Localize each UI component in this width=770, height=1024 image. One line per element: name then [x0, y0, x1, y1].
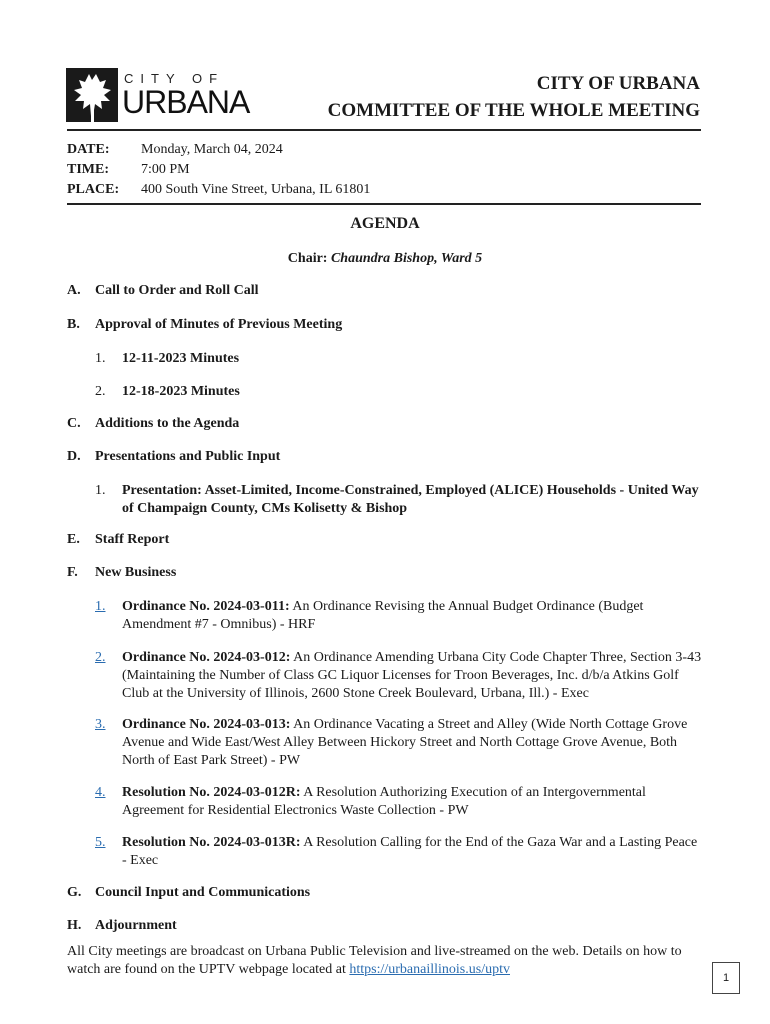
chair-line — [0, 251, 770, 267]
meta-divider — [67, 203, 701, 205]
section-letter: C. — [67, 416, 81, 431]
item-number-link[interactable]: 1. — [95, 599, 106, 614]
logo-city-of-text: CITY OF — [124, 71, 225, 86]
item-number-link[interactable]: 4. — [95, 785, 106, 800]
title-line-2: COMMITTEE OF THE WHOLE MEETING — [327, 100, 700, 121]
item-heading: Resolution No. 2024-03-013R: — [122, 835, 301, 850]
item-text: Presentation: Asset-Limited, Income-Constrained, Employed (ALICE) Households - United Way of Champaign County, CMs Kolisetty & Bishop — [122, 483, 699, 516]
item-description: An Ordinance Revising the Annual Budget Ordinance (Budget Amendment #7 - Omnibus) - HRF — [122, 599, 644, 632]
item-number-link[interactable]: 2. — [95, 650, 106, 665]
item-heading: Ordinance No. 2024-03-011: — [122, 599, 290, 614]
section-title: Presentations and Public Input — [95, 449, 281, 464]
meeting-details — [67, 140, 370, 200]
list-item — [95, 784, 705, 820]
list-item — [95, 649, 705, 703]
page-number: 1 — [712, 962, 740, 994]
logo-urbana-text: URBANA — [122, 84, 250, 120]
section-d — [67, 449, 280, 465]
item-number: 2. — [95, 384, 106, 399]
section-c — [67, 416, 239, 432]
place-row — [67, 180, 370, 200]
list-item — [95, 834, 705, 870]
time-label: TIME: — [67, 162, 109, 177]
place-label: PLACE: — [67, 182, 120, 197]
item-description: An Ordinance Vacating a Street and Alley (Wide North Cottage Grove Avenue and Wide East/West Alley Between Hickory Street and North Cottage Grove Avenue, Both North of East Park Street) - PW — [122, 717, 688, 768]
section-title: Approval of Minutes of Previous Meeting — [95, 317, 343, 332]
section-f — [67, 565, 176, 581]
section-letter: F. — [67, 565, 78, 580]
chair-label: Chair: — [287, 251, 328, 266]
broadcast-note-text: All City meetings are broadcast on Urbana Public Television and live-streamed on the web. Details on how to watch are found on the UPTV webpage located at — [67, 944, 682, 977]
section-title: Call to Order and Roll Call — [95, 283, 259, 298]
item-text: 12-11-2023 Minutes — [122, 351, 240, 366]
section-letter: G. — [67, 885, 82, 900]
section-a — [67, 283, 258, 299]
section-g — [67, 885, 310, 901]
chair-name: Chaundra Bishop, Ward 5 — [330, 251, 483, 266]
section-b — [67, 317, 342, 333]
header-divider — [67, 129, 701, 131]
date-value: Monday, March 04, 2024 — [141, 142, 283, 157]
list-item — [95, 716, 705, 770]
item-number-link[interactable]: 5. — [95, 835, 106, 850]
broadcast-note — [67, 943, 707, 979]
page-title — [328, 70, 700, 124]
section-title: Council Input and Communications — [95, 885, 311, 900]
title-line-1: CITY OF URBANA — [536, 73, 700, 94]
item-number-link[interactable]: 3. — [95, 717, 106, 732]
item-text — [122, 784, 705, 820]
date-row — [67, 140, 370, 160]
item-heading: Ordinance No. 2024-03-012: — [122, 650, 291, 665]
item-description: A Resolution Authorizing Execution of an Intergovernmental Agreement for Residential Electronics Waste Collection - PW — [122, 785, 646, 818]
section-title: Staff Report — [95, 532, 170, 547]
section-title: Additions to the Agenda — [95, 416, 240, 431]
time-value: 7:00 PM — [141, 162, 190, 177]
agenda-heading: AGENDA — [350, 215, 420, 232]
list-item — [95, 383, 705, 401]
item-heading: Ordinance No. 2024-03-013: — [122, 717, 291, 732]
section-letter: E. — [67, 532, 80, 547]
item-description: An Ordinance Amending Urbana City Code Chapter Three, Section 3-43 (Maintaining the Number of Class GC Liquor Licenses for Troon Beverages, Inc. d/b/a Atkins Golf Club at the University of Illinois, 2600 Stone Creek Boulevard, Urbana, Ill.) - Exec — [122, 650, 702, 701]
section-letter: H. — [67, 918, 82, 933]
section-letter: D. — [67, 449, 81, 464]
item-text — [122, 649, 705, 703]
item-text: 12-18-2023 Minutes — [122, 384, 240, 399]
section-letter: A. — [67, 283, 81, 298]
date-label: DATE: — [67, 142, 110, 157]
item-description: A Resolution Calling for the End of the Gaza War and a Lasting Peace - Exec — [122, 835, 698, 868]
item-text — [122, 716, 705, 770]
leaf-logo-icon — [66, 68, 118, 122]
item-heading: Resolution No. 2024-03-012R: — [122, 785, 301, 800]
item-text — [122, 598, 705, 634]
list-item — [95, 482, 705, 518]
item-number: 1. — [95, 351, 106, 366]
item-number: 1. — [95, 483, 106, 498]
section-title: New Business — [95, 565, 177, 580]
place-value: 400 South Vine Street, Urbana, IL 61801 — [141, 182, 371, 197]
section-h — [67, 918, 177, 934]
item-text — [122, 834, 705, 870]
section-title: Adjournment — [95, 918, 177, 933]
uptv-link[interactable]: https://urbanaillinois.us/uptv — [349, 962, 510, 977]
city-logo — [66, 68, 256, 124]
section-e — [67, 532, 169, 548]
list-item — [95, 350, 705, 368]
list-item — [95, 598, 705, 634]
time-row — [67, 160, 370, 180]
section-letter: B. — [67, 317, 80, 332]
